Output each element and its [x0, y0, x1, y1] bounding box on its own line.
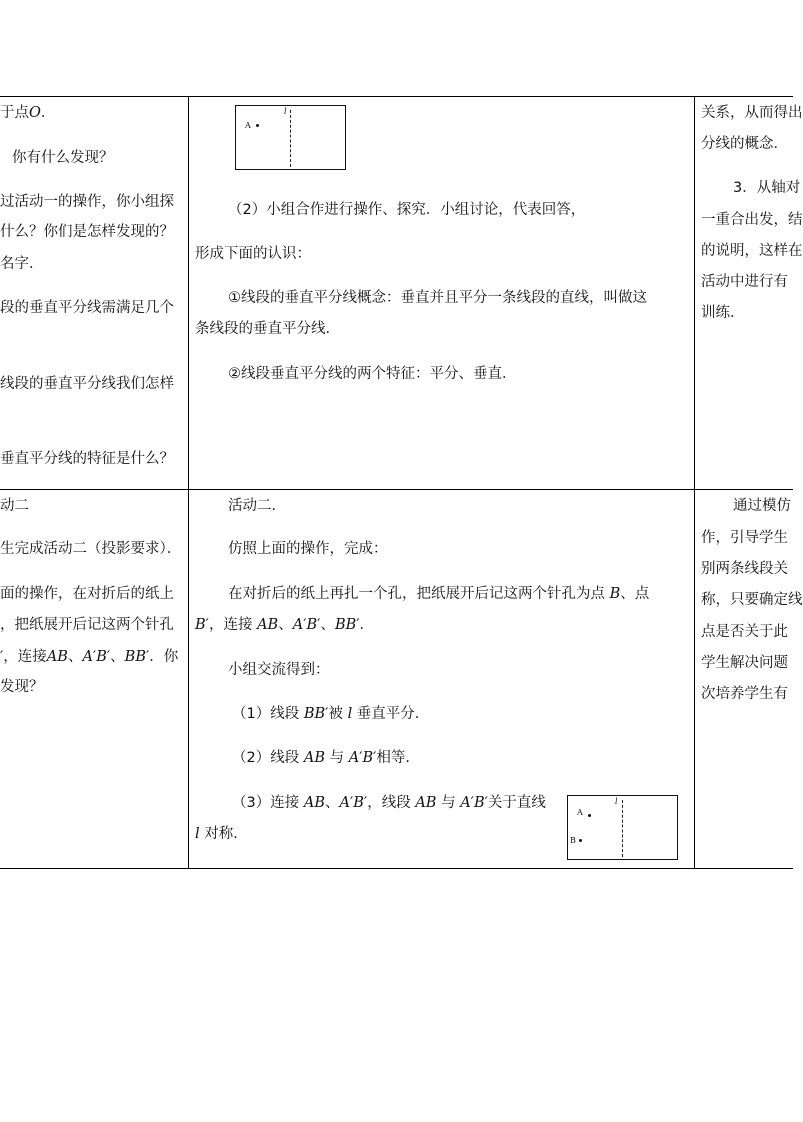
right-row2-line: 点是否关于此 — [701, 624, 788, 640]
right-row1-line: 的说明，这样在 — [701, 243, 803, 259]
point-a-dot — [588, 814, 591, 817]
activity-2-instruction: 仿照上面的操作，完成： — [228, 541, 388, 557]
right-row2-line: 作，引导学生 — [701, 530, 788, 546]
activity-2-paragraph-line-1: 在对折后的纸上再扎一个孔，把纸展开后记这两个针孔为点 B、点 — [228, 586, 650, 602]
step-2-text: （2）小组合作进行操作、探究．小组讨论，代表回答， — [228, 202, 586, 218]
table-bottom-border — [0, 868, 793, 869]
left-row1-line: 于点O． — [0, 105, 56, 121]
left-row1-line: 你有什么发现？ — [12, 150, 114, 166]
left-row1-line: 垂直平分线的特征是什么？ — [0, 451, 174, 467]
left-row2-line: ′，连接AB、A′B′、BB′．你 — [0, 649, 179, 665]
table-top-border — [0, 96, 793, 97]
left-row2-line: 面的操作，在对折后的纸上 — [0, 586, 174, 602]
fold-line — [290, 110, 291, 167]
right-row2-line: 学生解决问题 — [701, 655, 788, 671]
activity-2-paragraph-line-2: B′，连接 AB、A′B′、BB′． — [195, 617, 375, 633]
left-row2-line: 动二 — [0, 498, 29, 514]
fold-line-label: l — [615, 797, 618, 806]
left-row2-line: 发现？ — [0, 679, 44, 695]
concept-line-1: ①线段的垂直平分线概念：垂直并且平分一条线段的直线，叫做这 — [228, 290, 647, 306]
point-a-label: A — [245, 121, 251, 130]
result-1: （1）线段 BB′被 l 垂直平分． — [232, 706, 430, 722]
left-row1-line: 什么？你们是怎样发现的？ — [0, 224, 174, 240]
left-row2-line: 生完成活动二（投影要求）． — [0, 541, 182, 557]
right-row1-line: 训练． — [701, 305, 745, 321]
result-3-line-2: l 对称． — [195, 826, 248, 842]
group-exchange-text: 小组交流得到： — [228, 662, 330, 678]
right-row2-line: 称，只要确定线 — [701, 592, 803, 608]
right-row2-line: 通过模仿 — [733, 498, 791, 514]
result-2: （2）线段 AB 与 A′B′相等． — [232, 750, 420, 766]
point-b-label: B — [570, 836, 576, 845]
right-row1-line: 3．从轴对 — [733, 180, 801, 196]
right-row2-line: 别两条线段关 — [701, 561, 788, 577]
left-row1-line: 段的垂直平分线需满足几个 — [0, 300, 174, 316]
result-3-line-1: （3）连接 AB、A′B′，线段 AB 与 A′B′关于直线 — [232, 795, 546, 811]
table-column-divider-right — [694, 96, 695, 869]
table-column-divider-left — [188, 96, 189, 869]
right-row1-line: 活动中进行有 — [701, 274, 788, 290]
folded-paper-figure-1 — [235, 105, 346, 170]
point-a-dot — [256, 124, 259, 127]
feature-text: ②线段垂直平分线的两个特征：平分、垂直． — [228, 366, 517, 382]
left-row2-line: ，把纸展开后记这两个针孔 — [0, 617, 174, 633]
table-row-divider — [0, 489, 793, 490]
right-row1-line: 关系，从而得出 — [701, 105, 803, 121]
point-b-dot — [579, 839, 582, 842]
activity-2-title: 活动二． — [228, 498, 286, 514]
form-text: 形成下面的认识： — [195, 246, 311, 262]
left-row1-line: 线段的垂直平分线我们怎样 — [0, 376, 174, 392]
left-row1-line: 过活动一的操作，你小组探 — [0, 194, 174, 210]
left-row1-line: 名字． — [0, 256, 44, 272]
folded-paper-figure-2 — [567, 795, 678, 860]
concept-line-2: 条线段的垂直平分线． — [195, 321, 340, 337]
right-row1-line: 分线的概念． — [701, 136, 788, 152]
point-a-label: A — [577, 808, 583, 817]
right-row1-line: 一重合出发，结 — [701, 212, 803, 228]
fold-line-label: l — [284, 107, 287, 116]
right-row2-line: 次培养学生有 — [701, 686, 788, 702]
fold-line — [622, 800, 623, 857]
